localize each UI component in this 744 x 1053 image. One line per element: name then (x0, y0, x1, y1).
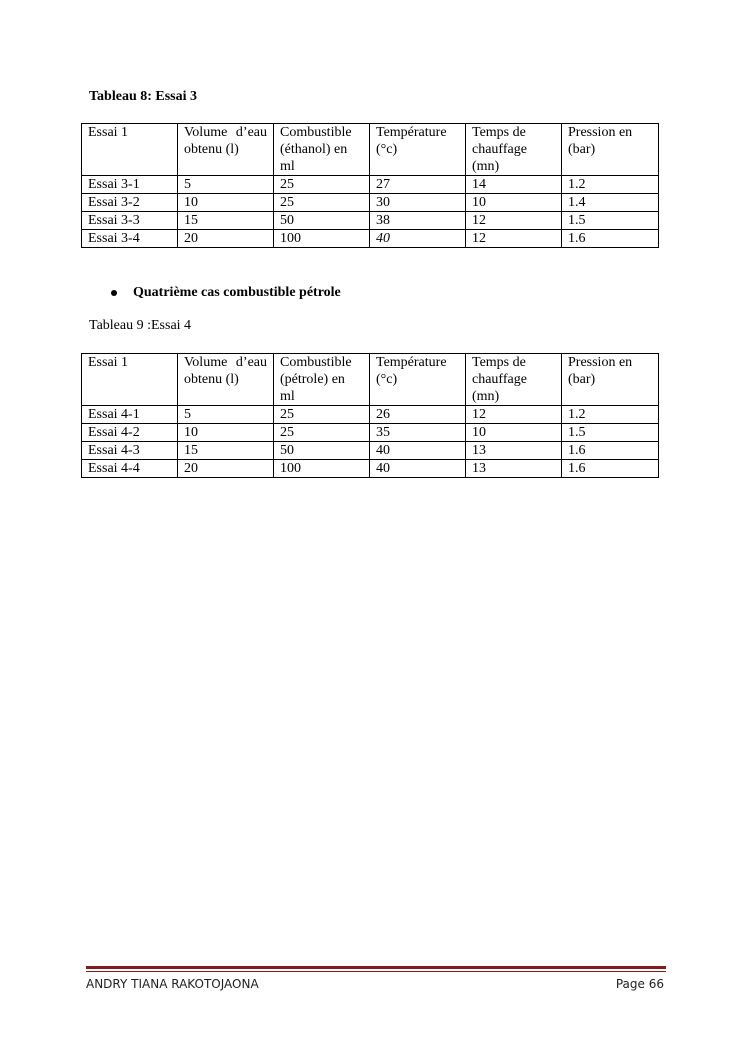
table-cell: 25 (274, 406, 370, 424)
table-row (82, 212, 659, 230)
table-header-row (82, 124, 659, 176)
bullet-icon (111, 290, 117, 296)
table-cell: 13 (466, 460, 562, 478)
table-cell: Essai 4-3 (82, 442, 178, 460)
table-cell: 26 (370, 406, 466, 424)
header-cell: Volume d’eau obtenu (l) (178, 354, 274, 406)
table-cell: 50 (274, 442, 370, 460)
table-cell: Essai 3-2 (82, 194, 178, 212)
table-cell: 12 (466, 406, 562, 424)
table-cell: 35 (370, 424, 466, 442)
table-row (82, 442, 659, 460)
table-cell: 100 (274, 460, 370, 478)
table-cell: Essai 4-4 (82, 460, 178, 478)
table-header-row (82, 354, 659, 406)
header-cell: Pression en (bar) (562, 354, 659, 406)
table-cell: 15 (178, 212, 274, 230)
table-cell: 1.6 (562, 230, 659, 248)
bullet-item (111, 285, 341, 301)
table-cell: 1.5 (562, 212, 659, 230)
footer-divider-thin (86, 971, 666, 972)
table-cell (370, 230, 466, 248)
table-cell: 5 (178, 406, 274, 424)
header-cell: Volume d’eau obtenu (l) (178, 124, 274, 176)
table-row (82, 424, 659, 442)
table-essai-3 (81, 123, 659, 248)
header-cell: Combustible (pétrole) en ml (274, 354, 370, 406)
table-8-caption: Tableau 8: Essai 3 (89, 89, 198, 104)
table-essai-4 (81, 353, 659, 478)
header-cell: Température (°c) (370, 354, 466, 406)
table-cell: 27 (370, 176, 466, 194)
header-cell: Essai 1 (82, 124, 178, 176)
table-cell: 12 (466, 212, 562, 230)
table-cell: 25 (274, 176, 370, 194)
table-cell: Essai 4-1 (82, 406, 178, 424)
table-row (82, 176, 659, 194)
table-cell: 1.5 (562, 424, 659, 442)
table-cell: 20 (178, 230, 274, 248)
footer-divider-thick (86, 966, 666, 969)
table-cell: 30 (370, 194, 466, 212)
table-cell: 1.6 (562, 442, 659, 460)
table-cell: 13 (466, 442, 562, 460)
bullet-text: Quatrième cas combustible pétrole (133, 285, 341, 300)
table-row (82, 230, 659, 248)
table-cell-italic: 40 (376, 231, 390, 246)
table-cell: 50 (274, 212, 370, 230)
table-cell: 40 (370, 460, 466, 478)
table-cell: 5 (178, 176, 274, 194)
table-cell: Essai 3-4 (82, 230, 178, 248)
table-cell: 15 (178, 442, 274, 460)
table-9-caption: Tableau 9 :Essai 4 (89, 318, 192, 333)
header-cell: Temps de chauffage (mn) (466, 354, 562, 406)
table-cell: 10 (466, 194, 562, 212)
table-cell: Essai 3-3 (82, 212, 178, 230)
table-cell: 1.4 (562, 194, 659, 212)
table-row (82, 460, 659, 478)
table-row (82, 194, 659, 212)
table-cell: 1.2 (562, 176, 659, 194)
table-cell: Essai 4-2 (82, 424, 178, 442)
table-cell: 10 (178, 194, 274, 212)
table-cell: Essai 3-1 (82, 176, 178, 194)
table-cell: 100 (274, 230, 370, 248)
header-cell: Essai 1 (82, 354, 178, 406)
table-cell: 12 (466, 230, 562, 248)
footer-author: ANDRY TIANA RAKOTOJAONA (86, 977, 259, 991)
table-cell: 10 (466, 424, 562, 442)
header-cell: Température (°c) (370, 124, 466, 176)
table-row (82, 406, 659, 424)
footer-page-number: Page 66 (615, 977, 664, 991)
table-cell: 40 (370, 442, 466, 460)
table-cell: 38 (370, 212, 466, 230)
table-cell: 20 (178, 460, 274, 478)
table-cell: 1.6 (562, 460, 659, 478)
table-cell: 14 (466, 176, 562, 194)
header-cell: Temps de chauffage (mn) (466, 124, 562, 176)
table-cell: 25 (274, 194, 370, 212)
table-cell: 25 (274, 424, 370, 442)
table-cell: 10 (178, 424, 274, 442)
table-cell: 1.2 (562, 406, 659, 424)
header-cell: Combustible (éthanol) en ml (274, 124, 370, 176)
header-cell: Pression en (bar) (562, 124, 659, 176)
